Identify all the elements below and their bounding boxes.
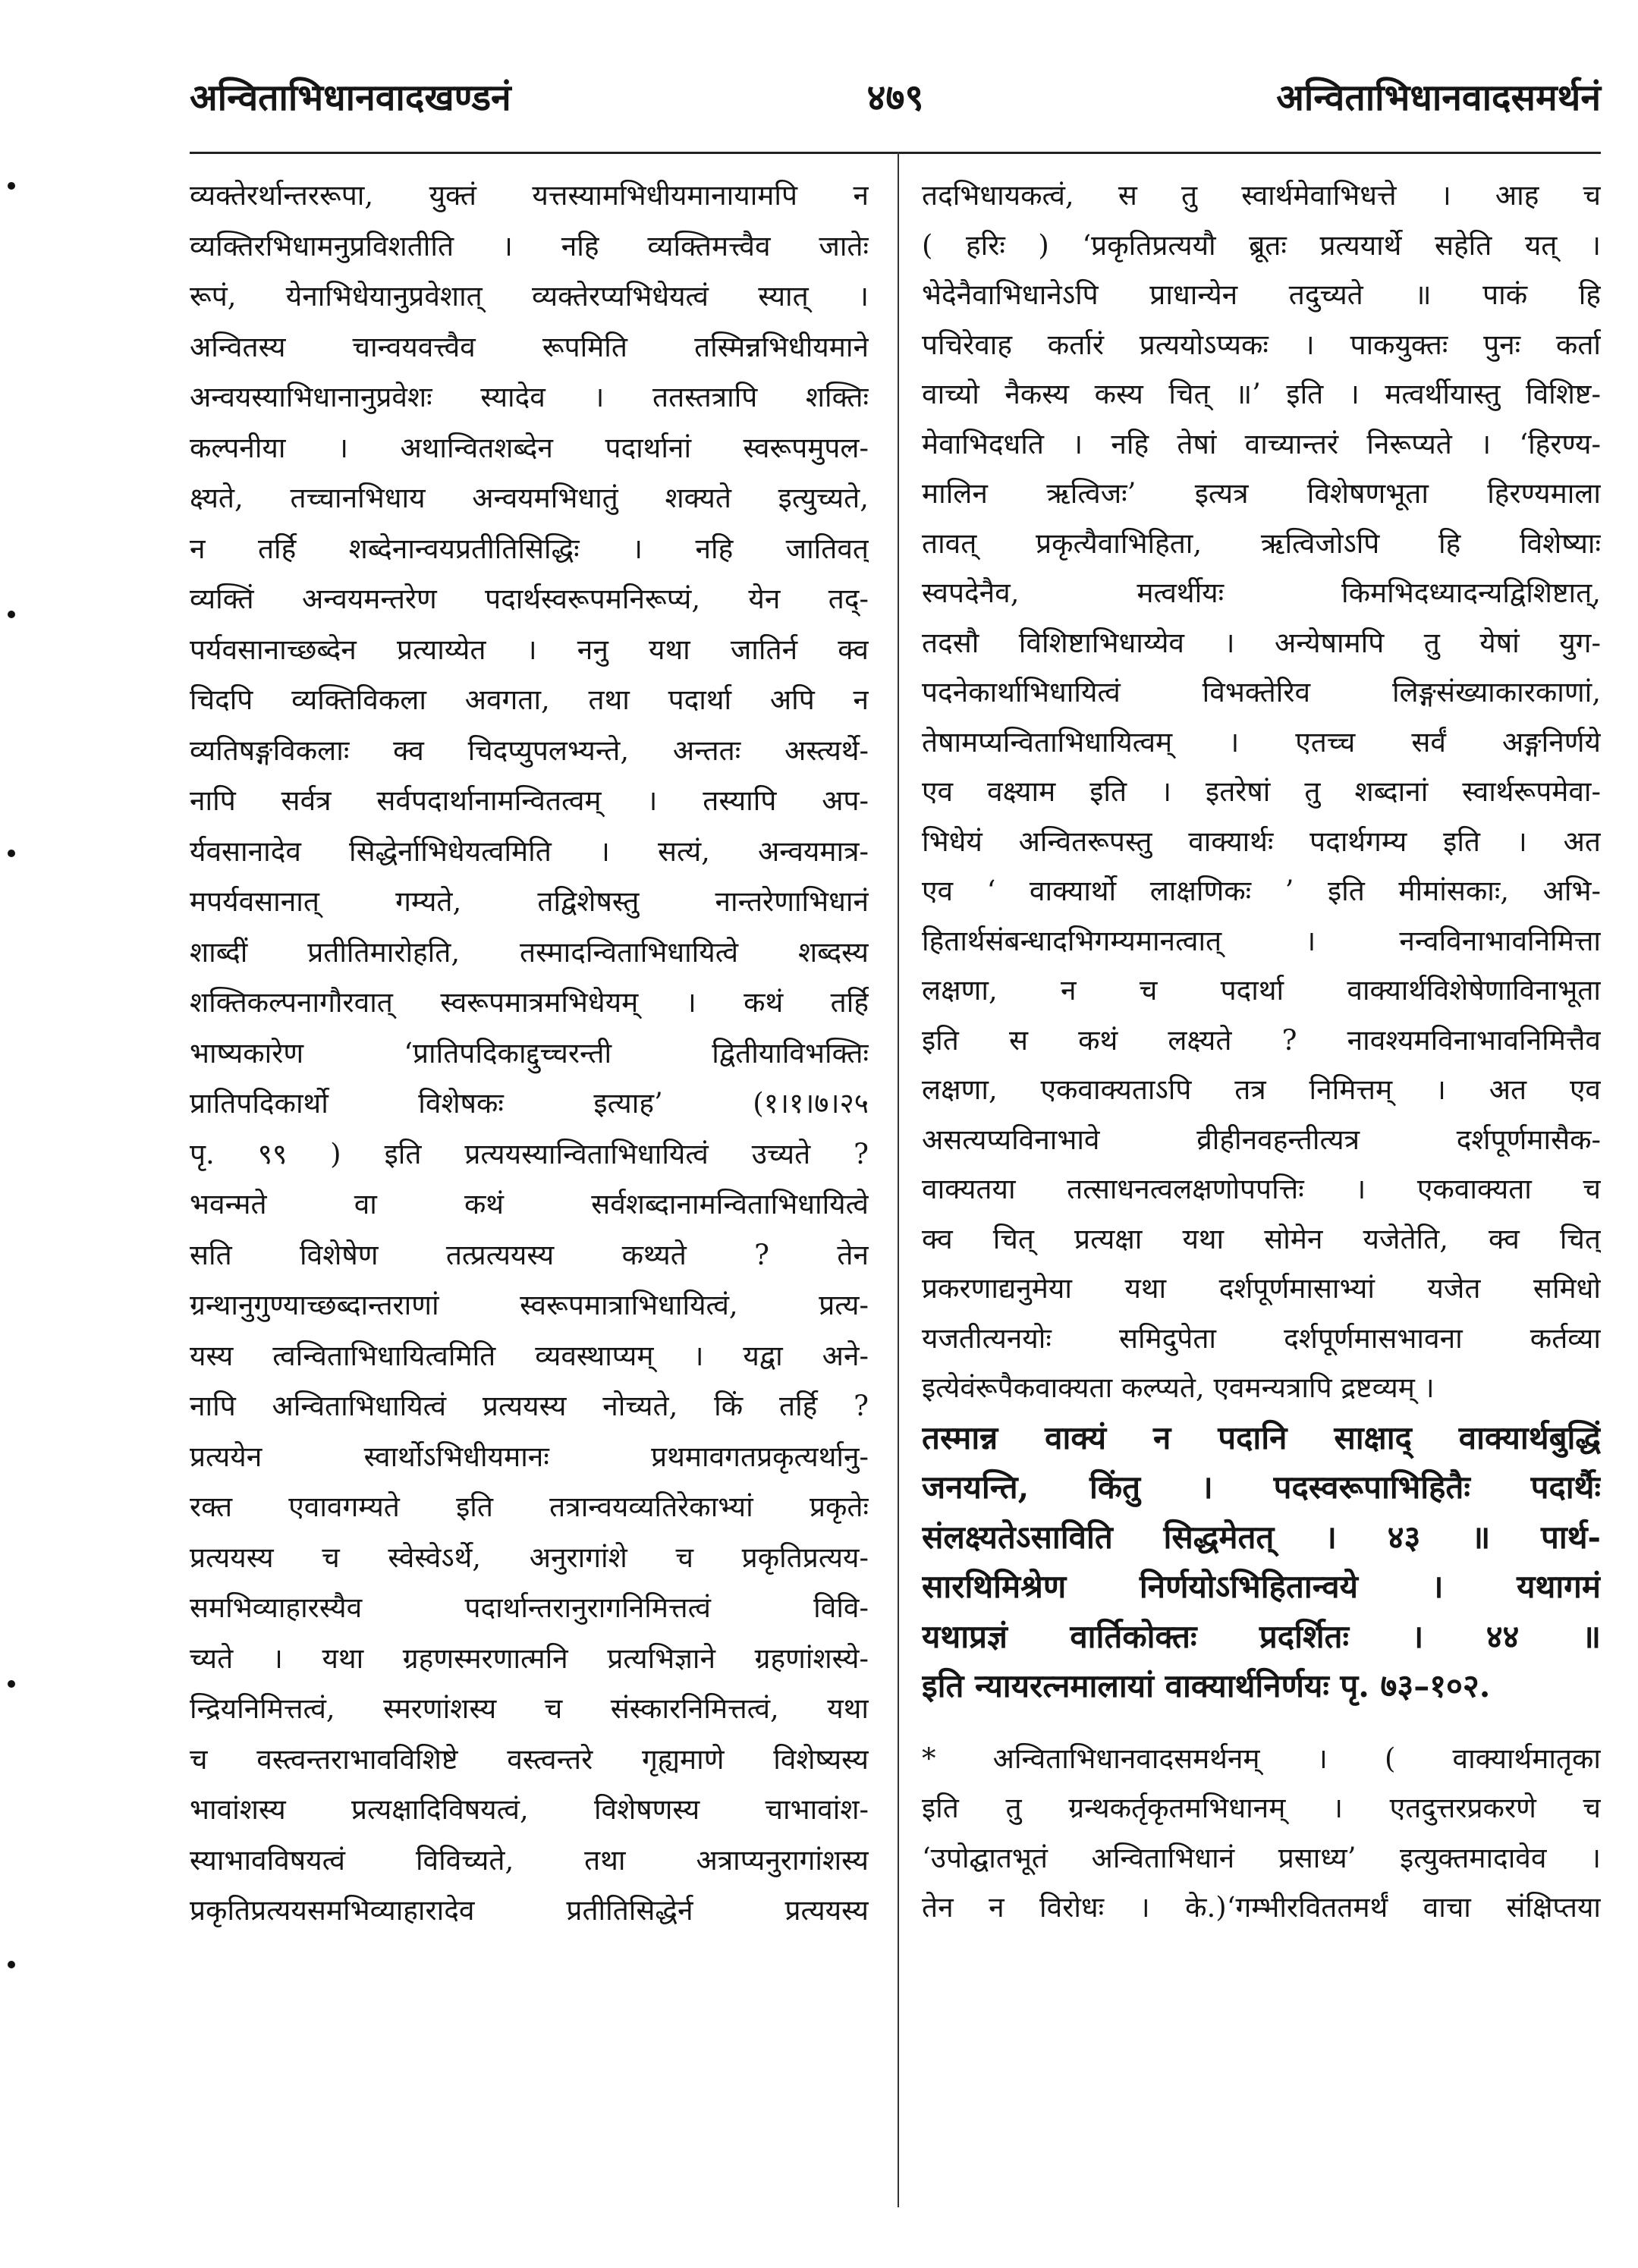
running-header: [190, 72, 1601, 133]
text-line: ग्रन्थानुगुण्याच्छब्दान्तराणां स्वरूपमात्राभिधायित्वं, प्रत्य-: [190, 1289, 869, 1321]
text-line: यथाप्रज्ञं वार्तिकोक्तः प्रदर्शितः । ४४ ॥: [922, 1617, 1601, 1655]
text-line: प्रातिपदिकार्थो विशेषकः इत्याह’ (१।१।७।२५: [190, 1087, 869, 1120]
page-number: ४७९: [866, 77, 924, 119]
text-line: तदसौ विशिष्टाभिधाय्येव । अन्येषामपि तु येषां युग-: [922, 626, 1601, 659]
text-line: व्यक्तेरर्थान्तररूपा, युक्तं यत्तस्यामभिधीयमानायामपि न: [190, 179, 869, 212]
text-line: भिधेयं अन्वितरूपस्तु वाक्यार्थः पदार्थगम्य इति । अत: [922, 825, 1601, 858]
scan-edge-mark: [8, 1680, 15, 1688]
text-line: न तर्हि शब्देनान्वयप्रतीतिसिद्धिः । नहि जातिवत्: [190, 532, 869, 565]
text-line: एव वक्ष्याम इति । इतरेषां तु शब्दानां स्वार्थरूपमेवा-: [922, 775, 1601, 808]
scan-edge-mark: [8, 182, 15, 190]
right-running-title: अन्विताभिधानवादसमर्थनं: [1276, 77, 1601, 119]
text-line: लक्षणा, एकवाक्यताऽपि तत्र निमित्तम् । अत एव: [922, 1073, 1601, 1106]
text-line: पृ. ९९ ) इति प्रत्ययस्यान्विताभिधायित्वं उच्यते ?: [190, 1137, 869, 1170]
text-line: मेवाभिदधति । नहि तेषां वाच्यान्तरं निरूप्यते । ‘हिरण्य-: [922, 427, 1601, 460]
text-line: तदभिधायकत्वं, स तु स्वार्थमेवाभिधत्ते । आह च: [922, 179, 1601, 212]
text-line: इति स कथं लक्ष्यते ? नावश्यमविनाभावनिमित्तैव: [922, 1023, 1601, 1057]
section-gap: [922, 1711, 1601, 1734]
text-line: न्द्रियनिमित्तत्वं, स्मरणांशस्य च संस्कारनिमित्तत्वं, यथा: [190, 1692, 869, 1725]
text-line: इति न्यायरत्नमालायां वाक्यार्थनिर्णयः पृ. ७३–१०२.: [922, 1667, 1491, 1704]
text-line: समभिव्याहारस्यैव पदार्थान्तरानुरागनिमित्तत्वं विवि-: [190, 1591, 869, 1624]
text-line: तस्मान्न वाक्यं न पदानि साक्षाद् वाक्यार्थबुद्धिं: [922, 1418, 1601, 1456]
text-line: क्व चित् प्रत्यक्षा यथा सोमेन यजेतेति, क्व चित्: [922, 1222, 1601, 1255]
right-column: [922, 171, 1601, 1933]
text-line: तेषामप्यन्विताभिधायित्वम् । एतच्च सर्वं अङ्गनिर्णये: [922, 725, 1601, 759]
left-column: [190, 171, 869, 1937]
text-line: स्वपदेनैव, मत्वर्थीयः किमभिदध्यादन्यद्विशिष्टात्,: [922, 576, 1601, 609]
text-line: र्यवसानादेव सिद्धेर्नाभिधेयत्वमिति । सत्यं, अन्वयमात्र-: [190, 834, 869, 868]
text-line: चिदपि व्यक्तिविकला अवगता, तथा पदार्था अपि न: [190, 683, 869, 716]
text-line: वाच्यो नैकस्य कस्य चित् ॥’ इति । मत्वर्थीयास्तु विशिष्ट-: [922, 378, 1601, 410]
text-line: * अन्विताभिधानवादसमर्थनम् । ( वाक्यार्थमातृका: [922, 1742, 1601, 1775]
text-line: स्याभावविषयत्वं विविच्यते, तथा अत्राप्यनुरागांशस्य: [190, 1843, 869, 1877]
text-line: नापि अन्विताभिधायित्वं प्रत्ययस्य नोच्यते, किं तर्हि ?: [190, 1390, 869, 1422]
text-line: च वस्त्वन्तराभावविशिष्टे वस्त्वन्तरे गृह्यमाणे विशेष्यस्य: [190, 1742, 869, 1776]
text-line: च्यते । यथा ग्रहणस्मरणात्मनि प्रत्यभिज्ञाने ग्रहणांशस्ये-: [190, 1641, 869, 1675]
text-line: पदनेकार्थाभिधायित्वं विभक्तेरिव लिङ्गसंख्याकारकाणां,: [922, 676, 1601, 708]
text-line: इति तु ग्रन्थकर्तृकृतमभिधानम् । एतदुत्तरप्रकरणे च: [922, 1792, 1601, 1824]
text-line: ‘उपोद्घातभूतं अन्विताभिधानं प्रसाध्य’ इत्युक्तमादावेव ।: [922, 1841, 1601, 1874]
text-line: व्यतिषङ्गविकलाः क्व चिदप्युपलभ्यन्ते, अन्ततः अस्त्यर्थे-: [190, 733, 869, 767]
text-line: एव ‘ वाक्यार्थो लाक्षणिकः ’ इति मीमांसकाः, अभि-: [922, 875, 1601, 907]
text-line: प्रकरणाद्यनुमेया यथा दर्शपूर्णमासाभ्यां यजेत समिधो: [922, 1272, 1601, 1305]
text-line: रक्त एवावगम्यते इति तत्रान्वयव्यतिरेकाभ्यां प्रकृतेः: [190, 1491, 869, 1523]
text-line: मालिन ऋत्विजः’ इत्यत्र विशेषणभूता हिरण्यमाला: [922, 477, 1601, 510]
text-line: प्रत्ययेन स्वार्थोऽभिधीयमानः प्रथमावगतप्रकृत्यर्थानु-: [190, 1440, 869, 1473]
text-line: इत्येवंरूपैकवाक्यता कल्प्यते, एवमन्यत्रापि द्रष्टव्यम् ।: [922, 1371, 1435, 1404]
column-divider: [898, 152, 899, 2207]
header-rule: [190, 152, 1601, 154]
scan-edge-mark: [8, 850, 15, 857]
text-line: हितार्थसंबन्धादभिगम्यमानत्वात् । नन्वविनाभावनिमित्ता: [922, 924, 1601, 957]
text-line: व्यक्तिं अन्वयमन्तरेण पदार्थस्वरूपमनिरूप्यं, येन तद्-: [190, 583, 869, 615]
text-line: भेदेनैवाभिधानेऽपि प्राधान्येन तदुच्यते ॥ पाकं हि: [922, 278, 1601, 311]
text-line: तेन न विरोधः । के.)‘गम्भीरविततमर्थं वाचा संक्षिप्तया: [922, 1891, 1601, 1924]
left-running-title: अन्विताभिधानवादखण्डनं: [190, 77, 511, 119]
text-line: भाष्यकारेण ‘प्रातिपदिकाद्दुच्चरन्ती द्वितीयाविभक्तिः: [190, 1036, 869, 1070]
text-line: जनयन्ति, किंतु । पदस्वरूपाभिहितैः पदार्थैः: [922, 1469, 1601, 1506]
text-line: तावत् प्रकृत्यैवाभिहिता, ऋत्विजोऽपि हि विशेष्याः: [922, 526, 1601, 560]
text-line: भावांशस्य प्रत्यक्षादिविषयत्वं, विशेषणस्य चाभावांश-: [190, 1793, 869, 1826]
text-line: शक्तिकल्पनागौरवात् स्वरूपमात्रमभिधेयम् । कथं तर्हि: [190, 986, 869, 1019]
text-line: यजतीत्यनयोः समिदुपेता दर्शपूर्णमासभावना कर्तव्या: [922, 1321, 1601, 1355]
text-line: लक्षणा, न च पदार्था वाक्यार्थविशेषेणाविनाभूता: [922, 974, 1601, 1007]
text-line: सति विशेषेण तत्प्रत्ययस्य कथ्यते ? तेन: [190, 1238, 869, 1271]
text-line: कल्पनीया । अथान्वितशब्देन पदार्थानां स्वरूपमुपल-: [190, 431, 869, 464]
text-line: असत्यप्यविनाभावे व्रीहीनवहन्तीत्यत्र दर्शपूर्णमासैक-: [922, 1123, 1601, 1156]
text-line: नापि सर्वत्र सर्वपदार्थानामन्वितत्वम् । तस्यापि अप-: [190, 784, 869, 817]
text-line: अन्वितस्य चान्वयवत्त्वैव रूपमिति तस्मिन्नभिधीयमाने: [190, 330, 869, 363]
text-line: प्रकृतिप्रत्ययसमभिव्याहारादेव प्रतीतिसिद्धेर्न प्रत्ययस्य: [190, 1894, 869, 1927]
text-line: व्यक्तिरभिधामनुप्रविशतीति । नहि व्यक्तिमत्त्वैव जातेः: [190, 229, 869, 262]
text-line: अन्वयस्याभिधानानुप्रवेशः स्यादेव । ततस्तत्रापि शक्तिः: [190, 381, 869, 413]
text-line: शाब्दीं प्रतीतिमारोहति, तस्मादन्विताभिधायित्वे शब्दस्य: [190, 935, 869, 969]
text-line: क्ष्यते, तच्चानभिधाय अन्वयमभिधातुं शक्यते इत्युच्यते,: [190, 482, 869, 514]
text-line: पर्यवसानाच्छब्देन प्रत्याय्येत । ननु यथा जातिर्न क्व: [190, 633, 869, 666]
text-line: संलक्ष्यतेऽसाविति सिद्धमेतत् । ४३ ॥ पार्थ-: [922, 1518, 1601, 1556]
text-line: भवन्मते वा कथं सर्वशब्दानामन्विताभिधायित्वे: [190, 1188, 869, 1220]
text-line: यस्य त्वन्विताभिधायित्वमिति व्यवस्थाप्यम् । यद्वा अने-: [190, 1339, 869, 1372]
text-line: प्रत्ययस्य च स्वेस्वेऽर्थे, अनुरागांशे च प्रकृतिप्रत्यय-: [190, 1541, 869, 1574]
text-line: सारथिमिश्रेण निर्णयोऽभिहितान्वये । यथागमं: [922, 1568, 1601, 1605]
text-line: मपर्यवसानात् गम्यते, तद्विशेषस्तु नान्तरेणाभिधानं: [190, 885, 869, 918]
scan-edge-mark: [8, 611, 15, 618]
text-line: पचिरेवाह कर्तारं प्रत्ययोऽप्यकः । पाकयुक्तः पुनः कर्ता: [922, 328, 1601, 361]
text-line: ( हरिः ) ‘प्रकृतिप्रत्ययौ ब्रूतः प्रत्ययार्थे सहेति यत् ।: [922, 228, 1601, 262]
text-line: रूपं, येनाभिधेयानुप्रवेशात् व्यक्तेरप्यभिधेयत्वं स्यात् ।: [190, 280, 869, 313]
text-line: वाक्यतया तत्साधनत्वलक्षणोपपत्तिः । एकवाक्यता च: [922, 1173, 1601, 1205]
scan-edge-mark: [8, 1961, 15, 1968]
